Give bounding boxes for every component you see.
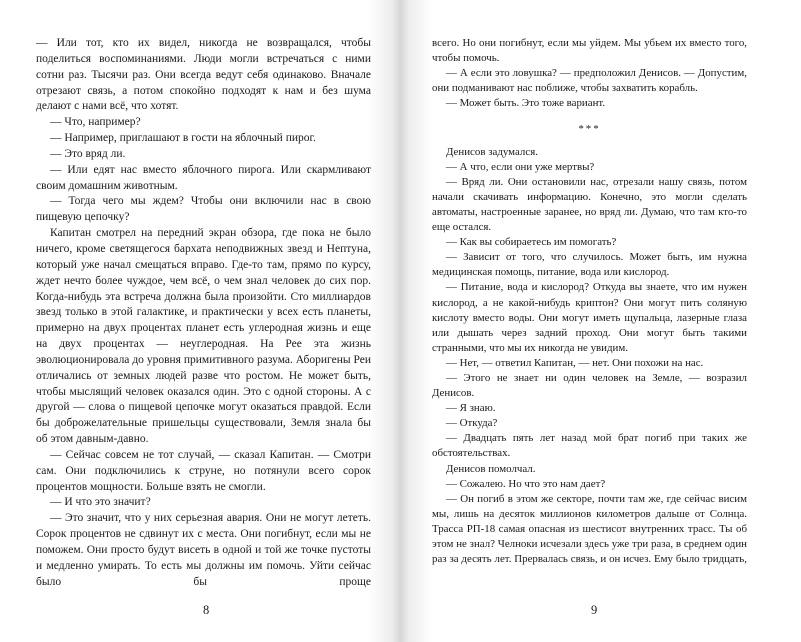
paragraph: — А что, если они уже мертвы? — [446, 160, 595, 173]
paragraph: — Или тот, кто их видел, никогда не возвращался, чтобы поделиться воспоминаниями. Люди могли встречаться с ними сотни раз. Тысячи раз. Они всегда ведут себя одинаково. Вначале отрезают связь, а потом спокойно подходят к нам и без шума делают с нами всё, что хотят. — [36, 37, 371, 113]
paragraph: — А если это ловушка? — предположил Денисов. — Допустим, они подманивают нас поближе, чтобы захватить корабль. — [432, 67, 747, 95]
paragraph: — Это значит, что у них серьезная авария. Они не могут лететь. Сорок процентов не сдвинут их с места. Они погибнут, если мы не поможем. Они просто будут висеть в одной и той же точке пустоты и медленно умирать. То есть мы должны им помочь. Уйти сейчас было бы проще — [36, 512, 371, 588]
paragraph: — И что это значит? — [50, 496, 151, 509]
page-number: 8 — [203, 603, 210, 617]
paragraph: — Это вряд ли. — [50, 147, 126, 160]
paragraph: — Зависит от того, что случилось. Может быть, им нужна медицинская помощь, питание, вода или кислород. — [432, 251, 747, 279]
paragraph: — Этого не знает ни один человек на Земле, — возразил Денисов. — [432, 371, 747, 400]
paragraph: — Или едят нас вместо яблочного пирога. Или скармливают своим домашним животным. — [36, 163, 371, 192]
paragraph: — Что, например? — [50, 116, 141, 129]
paragraph: — Может быть. Это тоже вариант. — [446, 97, 606, 110]
paragraph: — Сейчас совсем не тот случай, — сказал Капитан. — Смотри сам. Они подключились к струне, но потянули всего сорок процентов мощности. Больше взять не смогли. — [36, 448, 371, 493]
paragraph: — Я знаю. — [446, 402, 496, 415]
paragraph: Денисов задумался. — [446, 145, 538, 158]
paragraph: всего. Но они погибнут, если мы уйдем. Мы убьем их вместо того, чтобы помочь. — [432, 37, 747, 65]
section-break: *** — [578, 123, 601, 136]
paragraph: — Сожалею. Но что это нам дает? — [446, 477, 606, 490]
paragraph: — Двадцать пять лет назад мой брат погиб при таких же обстоятельствах. — [432, 432, 747, 460]
page-number: 9 — [591, 603, 598, 617]
paragraph: — Вряд ли. Они остановили нас, отрезали нашу связь, потом начали скачивать информацию. Конечно, это могли сделать автоматы, настроенные заранее, но вряд ли. Думаю, что там кто-то еще остался. — [432, 175, 747, 234]
paragraph: — Он погиб в этом же секторе, почти там же, где сейчас висим мы, лишь на десяток миллионов километров дальше от Солнца. Трасса РП-18 самая опасная из шестисот внутренних трасс. Ты об этом не знал? Челноки исчезали здесь уже три раза, в среднем один раз за десять лет. Прервалась связь, и он исчез. Ему было тридцать, — [432, 492, 747, 566]
paragraph: Капитан смотрел на передний экран обзора, где пока не было ничего, кроме светящегося бархата неподвижных звезд и Нептуна, который уже начал смещаться вправо. Где-то там, прямо по курсу, ждет нечто более чуждое, чем всё, о чем знал человек до сих пор. Когда-нибудь эта встреча должна была произойти. Сто миллиардов звезд только в этой галактике, и практически у всех есть планеты, примерно на двух процентах планет есть углеродная жизнь и еще на двух процентах — неуглеродная. На Рее эта жизнь эволюционировала до уровня примитивного разума. Аборигены Реи отличались от земных людей разве что ростом. Не может быть, чтобы мыслящий человек оказался один. Это с одной стороны. А с другой — слова о пищевой цепочке могут оказаться правдой. Если бы доброжелательные пришельцы существовали, Земля знала бы об этом давным-давно. — [36, 227, 371, 446]
paragraph: — Например, приглашают в гости на яблочный пирог. — [50, 132, 316, 145]
paragraph: — Питание, вода и кислород? Откуда вы знаете, что им нужен кислород, а не какой-нибудь криптон? Они могут пить соляную кислоту вместо воды. Они могут иметь щупальца, лазерные глаза или дышать через задний проход. Они могут быть такими странными, что мы их никогда не увидим. — [432, 281, 747, 354]
paragraph: — Как вы собираетесь им помогать? — [446, 236, 617, 249]
paragraph: Денисов помолчал. — [446, 462, 536, 475]
left-page — [36, 36, 371, 596]
paragraph: — Откуда? — [446, 417, 498, 430]
paragraph: — Нет, — ответил Капитан, — нет. Они похожи на нас. — [446, 356, 704, 369]
paragraph: — Тогда чего мы ждем? Чтобы они включили нас в свою пищевую цепочку? — [36, 195, 371, 224]
right-page — [432, 36, 747, 596]
